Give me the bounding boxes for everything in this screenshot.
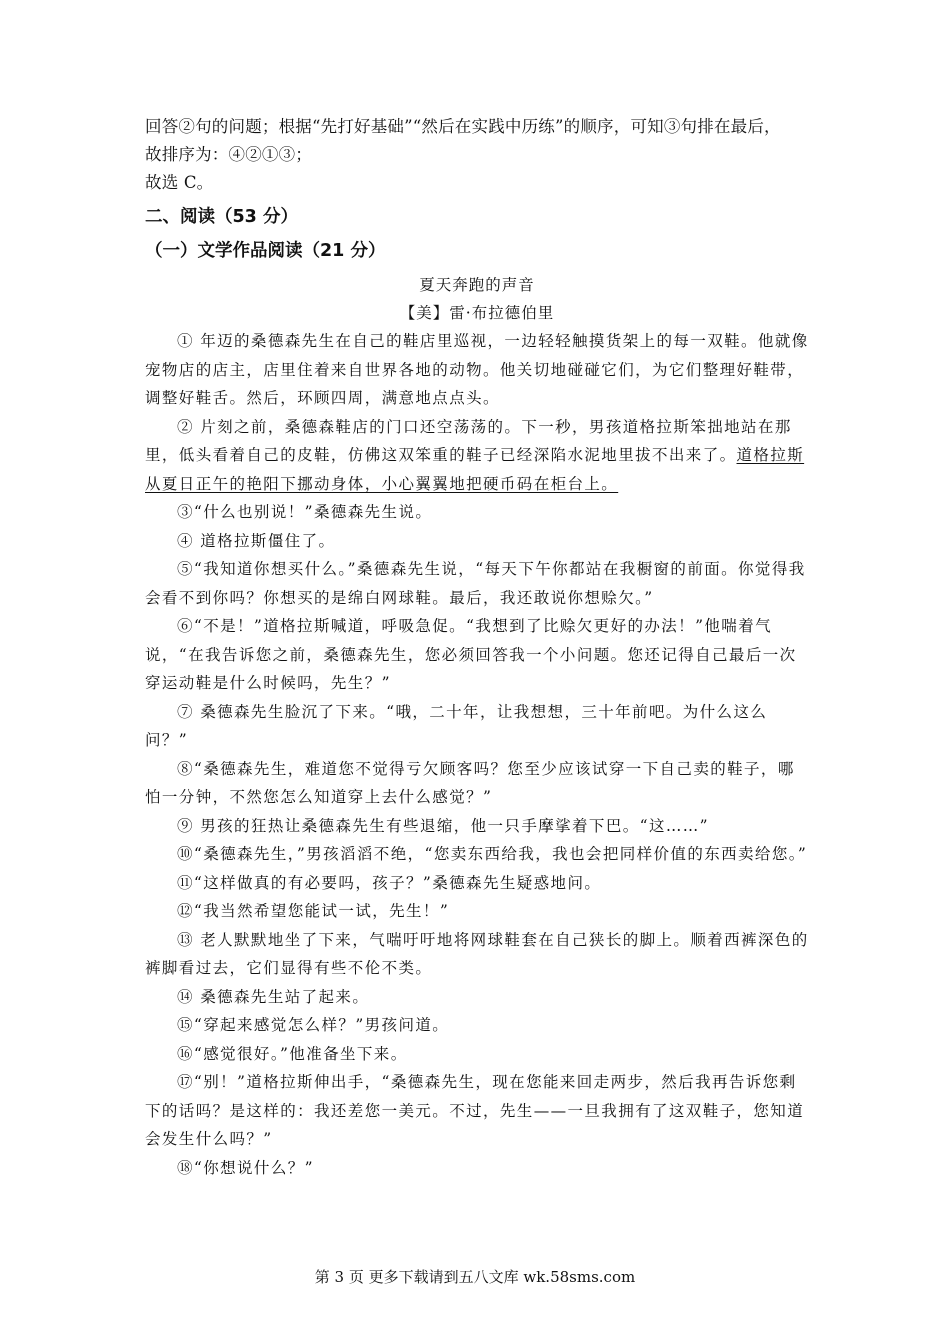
story-paragraph-1: ① 年迈的桑德森先生在自己的鞋店里巡视，一边轻轻触摸货架上的每一双鞋。他就像宠物店的店主，店里住着来自世界各地的动物。他关切地碰碰它们，为它们整理好鞋带，调整好鞋舌。然后，环顾四周，满意地点点头。 xyxy=(145,332,809,407)
story-paragraph-16: ⑯“感觉很好。”他准备坐下来。 xyxy=(177,1044,408,1063)
story-paragraph-8: ⑧“桑德森先生，难道您不觉得亏欠顾客吗？您至少应该试穿一下自己卖的鞋子，哪怕一分钟，不然您怎么知道穿上去什么感觉？” xyxy=(145,759,795,806)
section-heading: 二、阅读（53 分） xyxy=(145,207,298,227)
underlined-sentence: 道格拉斯从夏日正午的艳阳下挪动身体，小心翼翼地把硬币码在柜台上。 xyxy=(145,446,805,493)
story-paragraph-3: ③“什么也别说！”桑德森先生说。 xyxy=(177,503,433,521)
story-paragraph-17: ⑰“别！”道格拉斯伸出手，“桑德森先生，现在您能来回走两步，然后我再告诉您剩下的话吗？是这样的：我还差您一美元。不过，先生——一旦我拥有了这双鞋子，您知道会发生什么吗？” xyxy=(145,1073,805,1148)
story-paragraph-2 xyxy=(145,413,809,499)
story-title: 夏天奔跑的声音 xyxy=(419,276,535,294)
story-paragraph-2-text: ② 片刻之前，桑德森鞋店的门口还空荡荡的。下一秒，男孩道格拉斯笨拙地站在那里，低头看着自己的皮鞋，仿佛这双笨重的鞋子已经深陷水泥地里拔不出来了。 xyxy=(145,417,792,464)
story-author: 【美】雷·布拉德伯里 xyxy=(399,304,555,322)
intro-line-3: 故选 C。 xyxy=(145,173,214,192)
story-paragraph-18: ⑱“你想说什么？” xyxy=(177,1158,314,1177)
story-paragraph-9: ⑨ 男孩的狂热让桑德森先生有些退缩，他一只手摩挲着下巴。“这……” xyxy=(177,816,709,835)
story-paragraph-14: ⑭ 桑德森先生站了起来。 xyxy=(177,987,370,1006)
story-paragraph-6: ⑥“不是！”道格拉斯喊道，呼吸急促。“我想到了比赊欠更好的办法！”他喘着气说，“在我告诉您之前，桑德森先生，您必须回答我一个小问题。您还记得自己最后一次穿运动鞋是什么时候吗，先生？” xyxy=(145,617,797,692)
section-subheading: （一）文学作品阅读（21 分） xyxy=(145,241,386,261)
page-footer: 第 3 页 更多下载请到五八文库 wk.58sms.com xyxy=(314,1268,636,1286)
story-paragraph-13: ⑬ 老人默默地坐了下来，气喘吁吁地将网球鞋套在自己狭长的脚上。顺着西裤深色的裤脚看过去，它们显得有些不伦不类。 xyxy=(145,930,809,977)
story-paragraph-11: ⑪“这样做真的有必要吗，孩子？”桑德森先生疑惑地问。 xyxy=(177,873,602,892)
story-paragraph-4: ④ 道格拉斯僵住了。 xyxy=(177,531,336,550)
intro-line-2: 故排序为：④②①③； xyxy=(145,145,312,164)
story-paragraph-7: ⑦ 桑德森先生脸沉了下来。“哦，二十年，让我想想，三十年前吧。为什么这么问？” xyxy=(145,702,768,749)
story-paragraphs xyxy=(145,327,809,1182)
story-paragraph-5: ⑤“我知道你想买什么。”桑德森先生说，“每天下午你都站在我橱窗的前面。你觉得我会看不到你吗？你想买的是绵白网球鞋。最后，我还敢说你想赊欠。” xyxy=(145,560,806,607)
story-paragraph-10: ⑩“桑德森先生，”男孩滔滔不绝，“您卖东西给我，我也会把同样价值的东西卖给您。” xyxy=(177,845,808,863)
intro-line-1: 回答②句的问题；根据“先打好基础”“然后在实践中历练”的顺序，可知③句排在最后， xyxy=(145,117,781,136)
story-paragraph-12: ⑫“我当然希望您能试一试，先生！” xyxy=(177,902,450,920)
story-paragraph-15: ⑮“穿起来感觉怎么样？”男孩问道。 xyxy=(177,1016,450,1034)
page-content xyxy=(145,113,809,1182)
